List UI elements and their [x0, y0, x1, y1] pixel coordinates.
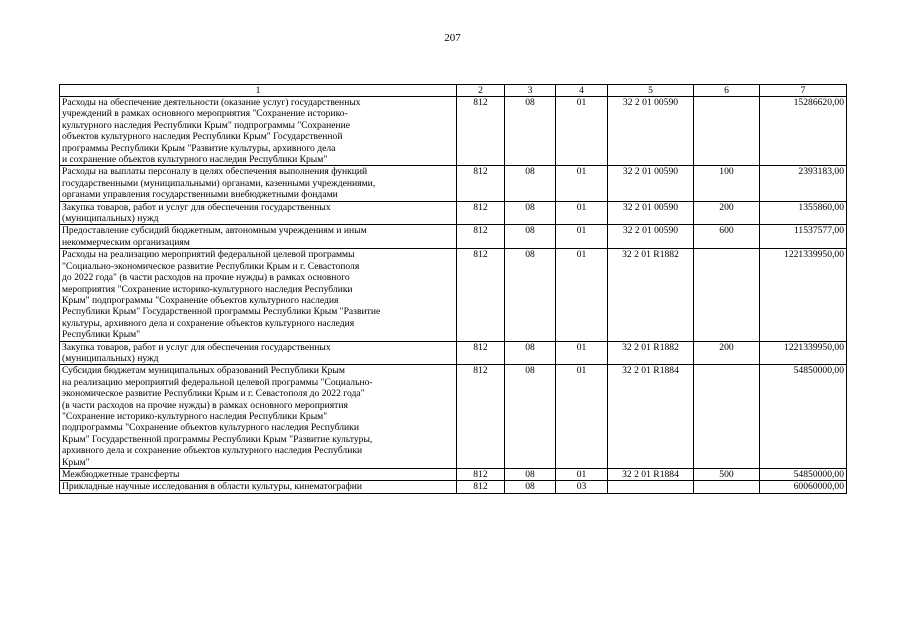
row-description: Расходы на выплаты персоналу в целях обеспечения выполнения функций государственными (муниципальными) органами, казенными учреждениями, органами управления государственными внебюджетными фондами	[60, 166, 457, 201]
row-col-5	[608, 481, 694, 493]
row-col-6: 200	[694, 341, 760, 365]
row-col-5: 32 2 01 00590	[608, 166, 694, 201]
row-col-6: 100	[694, 166, 760, 201]
row-col-3: 08	[505, 341, 556, 365]
table-row	[60, 97, 847, 166]
row-amount: 60060000,00	[760, 481, 847, 493]
table-row	[60, 249, 847, 341]
row-amount: 2393183,00	[760, 166, 847, 201]
row-col-2: 812	[457, 365, 505, 469]
row-col-4: 01	[556, 469, 608, 481]
row-col-6	[694, 249, 760, 341]
table-header-row	[60, 85, 847, 97]
row-description: Расходы на обеспечение деятельности (оказание услуг) государственных учреждений в рамках основного мероприятия "Сохранение историко- культурного наследия Республики Крым" подпрограммы "Сохранение объектов культурного наследия Республики Крым" Государственной программы Республики Крым "Развитие культуры, архивного дела и сохранение объектов культурного наследия Республики Крым"	[60, 97, 457, 166]
row-col-5: 32 2 01 00590	[608, 225, 694, 249]
row-col-4: 03	[556, 481, 608, 493]
row-amount: 1355860,00	[760, 201, 847, 225]
table-row	[60, 469, 847, 481]
row-col-3: 08	[505, 97, 556, 166]
table-row	[60, 225, 847, 249]
row-col-2: 812	[457, 97, 505, 166]
row-col-5: 32 2 01 00590	[608, 201, 694, 225]
row-col-5: 32 2 01 R1884	[608, 469, 694, 481]
row-col-6	[694, 481, 760, 493]
row-col-4: 01	[556, 166, 608, 201]
row-col-4: 01	[556, 225, 608, 249]
table-row	[60, 365, 847, 469]
row-col-3: 08	[505, 166, 556, 201]
header-col-2: 2	[457, 85, 505, 97]
row-description: Расходы на реализацию мероприятий федеральной целевой программы "Социально-экономическое развитие Республики Крым и г. Севастополя до 2022 года" (в части расходов на прочие нужды) в рамках основного мероприятия "Сохранение историко-культурного наследия Республики Крым" подпрограммы "Сохранение объектов культурного наследия Республики Крым" Государственной программы Республики Крым "Развитие культуры, архивного дела и сохранение объектов культурного наследия Республики Крым"	[60, 249, 457, 341]
row-col-3: 08	[505, 469, 556, 481]
row-amount: 15286620,00	[760, 97, 847, 166]
row-col-3: 08	[505, 225, 556, 249]
row-col-5: 32 2 01 R1882	[608, 249, 694, 341]
row-col-2: 812	[457, 249, 505, 341]
budget-table	[59, 84, 847, 494]
row-col-4: 01	[556, 97, 608, 166]
header-col-6: 6	[694, 85, 760, 97]
table-row	[60, 166, 847, 201]
row-description: Межбюджетные трансферты	[60, 469, 457, 481]
header-col-1: 1	[60, 85, 457, 97]
row-col-4: 01	[556, 341, 608, 365]
header-col-3: 3	[505, 85, 556, 97]
row-col-5: 32 2 01 00590	[608, 97, 694, 166]
row-col-2: 812	[457, 481, 505, 493]
page-number: 207	[444, 32, 461, 44]
table-row	[60, 481, 847, 493]
row-description: Субсидия бюджетам муниципальных образований Республики Крым на реализацию мероприятий федеральной целевой программы "Социально- экономическое развитие Республики Крым и г. Севастополя до 2022 года" (в части расходов на прочие нужды) в рамках основного мероприятия "Сохранение историко-культурного наследия Республики Крым" подпрограммы "Сохранение объектов культурного наследия Республики Крым" Государственной программы Республики Крым "Развитие культуры, архивного дела и сохранение объектов культурного наследия Республики Крым"	[60, 365, 457, 469]
row-col-6: 500	[694, 469, 760, 481]
row-col-3: 08	[505, 249, 556, 341]
row-col-2: 812	[457, 166, 505, 201]
row-col-6	[694, 365, 760, 469]
row-col-2: 812	[457, 201, 505, 225]
row-col-2: 812	[457, 341, 505, 365]
table-row	[60, 341, 847, 365]
header-col-5: 5	[608, 85, 694, 97]
row-col-3: 08	[505, 365, 556, 469]
row-description: Закупка товаров, работ и услуг для обеспечения государственных (муниципальных) нужд	[60, 341, 457, 365]
row-col-4: 01	[556, 365, 608, 469]
row-col-3: 08	[505, 481, 556, 493]
row-col-5: 32 2 01 R1882	[608, 341, 694, 365]
row-col-2: 812	[457, 469, 505, 481]
table-row	[60, 201, 847, 225]
row-description: Закупка товаров, работ и услуг для обеспечения государственных (муниципальных) нужд	[60, 201, 457, 225]
row-col-4: 01	[556, 249, 608, 341]
row-col-6	[694, 97, 760, 166]
row-amount: 54850000,00	[760, 365, 847, 469]
header-col-7: 7	[760, 85, 847, 97]
row-amount: 54850000,00	[760, 469, 847, 481]
row-amount: 1221339950,00	[760, 341, 847, 365]
row-amount: 11537577,00	[760, 225, 847, 249]
header-col-4: 4	[556, 85, 608, 97]
row-col-3: 08	[505, 201, 556, 225]
row-col-4: 01	[556, 201, 608, 225]
row-col-2: 812	[457, 225, 505, 249]
row-amount: 1221339950,00	[760, 249, 847, 341]
row-col-5: 32 2 01 R1884	[608, 365, 694, 469]
row-col-6: 200	[694, 201, 760, 225]
row-col-6: 600	[694, 225, 760, 249]
row-description: Предоставление субсидий бюджетным, автономным учреждениям и иным некоммерческим организациям	[60, 225, 457, 249]
row-description: Прикладные научные исследования в области культуры, кинематографии	[60, 481, 457, 493]
